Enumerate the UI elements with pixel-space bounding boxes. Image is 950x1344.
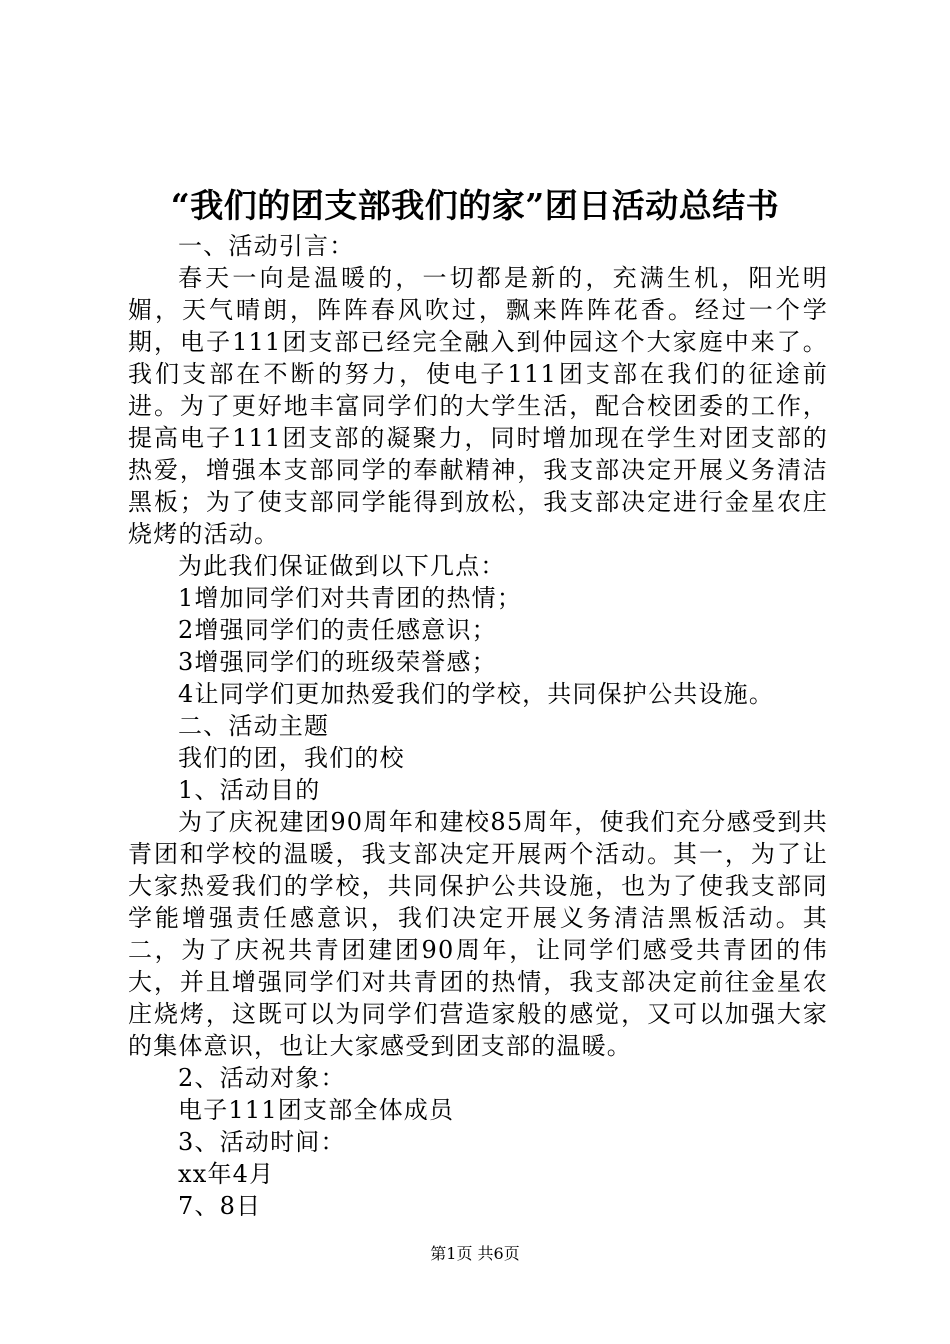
audience-text: 电子111团支部全体成员 [178, 1096, 455, 1124]
intro-paragraph: 春天一向是温暖的，一切都是新的，充满生机，阳光明媚，天气晴朗，阵阵春风吹过，飘来阵阵花香。经过一个学期，电子111团支部已经完全融入到仲园这个大家庭中来了。我们支部在不断的努力，使电子111团支部在我们的征途前进。为了更好地丰富同学们的大学生活，配合校团委的工作，提高电子111团支部的凝聚力，同时增加现在学生对团支部的热爱，增强本支部同学的奉献精神，我支部决定开展义务清洁黑板；为了使支部同学能得到放松，我支部决定进行金星农庄烧烤的活动。 [128, 264, 828, 548]
document-title: “我们的团支部我们的家”团日活动总结书 [170, 186, 780, 225]
audience-heading: 2、活动对象： [178, 1064, 346, 1092]
theme-text: 我们的团，我们的校 [178, 744, 405, 772]
guarantee-item: 1增加同学们对共青团的热情； [178, 584, 523, 612]
guarantee-item: 3增强同学们的班级荣誉感； [178, 648, 497, 676]
section-heading-theme: 二、活动主题 [178, 712, 330, 740]
document-body [128, 230, 828, 1222]
section-heading-intro: 一、活动引言： [178, 232, 355, 260]
time-days: 7、8日 [178, 1192, 262, 1220]
guarantee-item: 4让同学们更加热爱我们的学校，共同保护公共设施。 [178, 680, 775, 708]
guarantee-item: 2增强同学们的责任感意识； [178, 616, 497, 644]
guarantee-heading: 为此我们保证做到以下几点： [178, 552, 506, 580]
page-footer: 第1页 共6页 [430, 1244, 520, 1263]
time-month: xx年4月 [178, 1160, 275, 1188]
purpose-heading: 1、活动目的 [178, 776, 321, 804]
time-heading: 3、活动时间： [178, 1128, 346, 1156]
purpose-paragraph: 为了庆祝建团90周年和建校85周年，使我们充分感受到共青团和学校的温暖，我支部决定开展两个活动。其一，为了让大家热爱我们的学校，共同保护公共设施，也为了使我支部同学能增强责任感意识，我们决定开展义务清洁黑板活动。其二，为了庆祝共青团建团90周年，让同学们感受共青团的伟大，并且增强同学们对共青团的热情，我支部决定前往金星农庄烧烤，这既可以为同学们营造家般的感觉，又可以加强大家的集体意识，也让大家感受到团支部的温暖。 [128, 808, 828, 1060]
